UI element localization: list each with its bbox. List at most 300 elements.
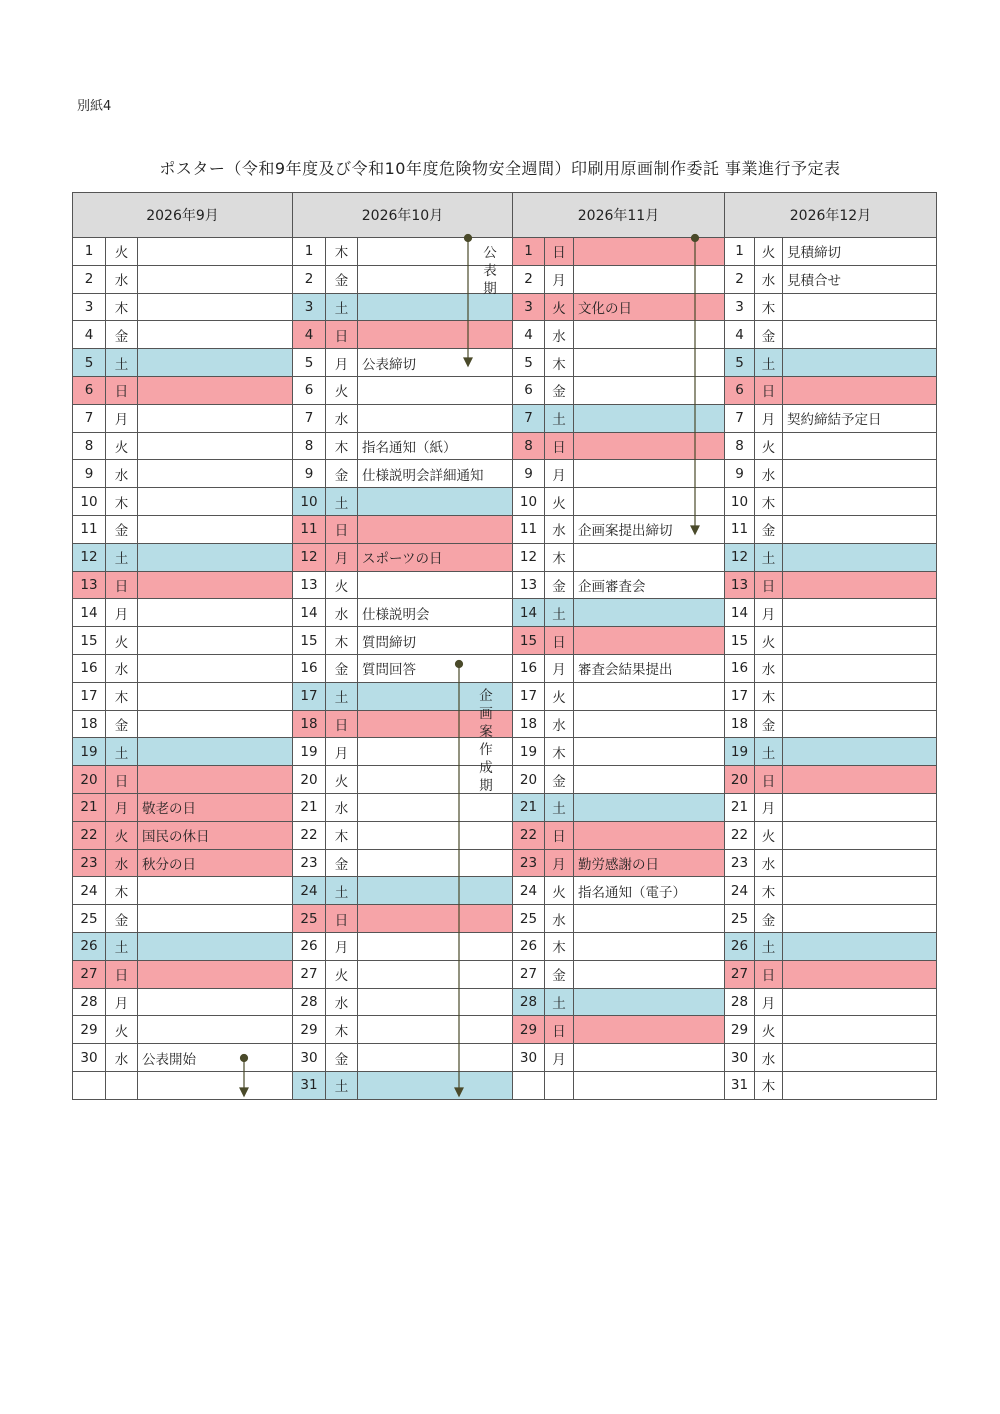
day-row (73, 404, 937, 432)
day-note-cell (783, 960, 937, 988)
day-number-cell: 3 (293, 293, 326, 321)
weekday-cell: 水 (106, 460, 138, 488)
weekday-cell: 水 (755, 460, 783, 488)
day-note-cell (358, 1044, 513, 1072)
day-number-cell: 24 (73, 877, 106, 905)
weekday-cell: 月 (545, 265, 574, 293)
day-row (73, 1071, 937, 1099)
weekday-cell: 木 (106, 877, 138, 905)
weekday-cell: 月 (545, 654, 574, 682)
day-number-cell: 6 (293, 376, 326, 404)
weekday-cell: 月 (545, 460, 574, 488)
day-number-cell: 2 (725, 265, 755, 293)
day-number-cell: 31 (293, 1071, 326, 1099)
day-note-cell (138, 238, 293, 266)
day-number-cell: 7 (73, 404, 106, 432)
day-number-cell: 19 (725, 738, 755, 766)
day-note-cell (138, 627, 293, 655)
day-row (73, 599, 937, 627)
day-note-cell (138, 543, 293, 571)
day-note-cell: 公表締切 (358, 349, 513, 377)
day-note-cell (138, 321, 293, 349)
day-number-cell: 30 (513, 1044, 545, 1072)
day-number-cell: 23 (293, 849, 326, 877)
weekday-cell: 水 (755, 265, 783, 293)
day-note-cell (783, 1044, 937, 1072)
day-number-cell: 25 (293, 905, 326, 933)
weekday-cell: 金 (326, 265, 358, 293)
day-row (73, 488, 937, 516)
day-number-cell: 26 (293, 932, 326, 960)
day-note-cell: 指名通知（電子） (574, 877, 725, 905)
weekday-cell (545, 1071, 574, 1099)
day-number-cell: 12 (725, 543, 755, 571)
day-number-cell: 7 (293, 404, 326, 432)
day-number-cell: 14 (293, 599, 326, 627)
day-note-cell (138, 960, 293, 988)
day-note-cell (783, 654, 937, 682)
weekday-cell: 金 (545, 571, 574, 599)
weekday-cell: 土 (545, 404, 574, 432)
day-row (73, 571, 937, 599)
day-note-cell (138, 654, 293, 682)
day-number-cell: 29 (73, 1016, 106, 1044)
weekday-cell (106, 1071, 138, 1099)
day-row (73, 877, 937, 905)
document-title: ポスター（令和9年度及び令和10年度危険物安全週間）印刷用原画制作委託 事業進行予定表 (159, 159, 841, 178)
weekday-cell: 土 (106, 543, 138, 571)
weekday-cell: 木 (326, 238, 358, 266)
day-number-cell: 12 (293, 543, 326, 571)
day-note-cell (783, 321, 937, 349)
day-note-cell (783, 1071, 937, 1099)
weekday-cell: 日 (106, 960, 138, 988)
day-number-cell: 7 (513, 404, 545, 432)
weekday-cell: 金 (755, 321, 783, 349)
weekday-cell: 木 (755, 682, 783, 710)
day-note-cell: 指名通知（紙） (358, 432, 513, 460)
day-number-cell: 23 (513, 849, 545, 877)
weekday-cell: 月 (106, 404, 138, 432)
day-row (73, 710, 937, 738)
day-row (73, 793, 937, 821)
weekday-cell: 水 (545, 710, 574, 738)
day-number-cell: 13 (293, 571, 326, 599)
weekday-cell: 月 (326, 738, 358, 766)
weekday-cell: 土 (755, 349, 783, 377)
weekday-cell: 月 (755, 793, 783, 821)
weekday-cell: 土 (326, 1071, 358, 1099)
day-note-cell (138, 710, 293, 738)
weekday-cell: 金 (326, 654, 358, 682)
day-note-cell (783, 905, 937, 933)
day-note-cell (783, 571, 937, 599)
weekday-cell: 木 (545, 738, 574, 766)
weekday-cell: 金 (755, 710, 783, 738)
weekday-cell: 火 (755, 821, 783, 849)
day-number-cell: 28 (725, 988, 755, 1016)
day-note-cell (783, 988, 937, 1016)
weekday-cell: 土 (545, 793, 574, 821)
weekday-cell: 金 (326, 460, 358, 488)
weekday-cell: 日 (545, 821, 574, 849)
day-number-cell: 25 (73, 905, 106, 933)
day-note-cell (574, 821, 725, 849)
day-note-cell (358, 404, 513, 432)
weekday-cell: 月 (545, 849, 574, 877)
day-note-cell (358, 793, 513, 821)
day-row (73, 265, 937, 293)
day-number-cell: 22 (73, 821, 106, 849)
day-note-cell (574, 321, 725, 349)
weekday-cell: 金 (755, 905, 783, 933)
day-number-cell: 5 (293, 349, 326, 377)
day-row (73, 376, 937, 404)
weekday-cell: 土 (755, 932, 783, 960)
day-number-cell: 20 (513, 766, 545, 794)
day-number-cell: 16 (73, 654, 106, 682)
day-number-cell: 30 (725, 1044, 755, 1072)
day-number-cell: 12 (73, 543, 106, 571)
weekday-cell: 火 (755, 432, 783, 460)
weekday-cell: 水 (326, 793, 358, 821)
day-number-cell: 1 (725, 238, 755, 266)
weekday-cell: 月 (755, 404, 783, 432)
day-note-cell (574, 793, 725, 821)
day-number-cell: 28 (73, 988, 106, 1016)
weekday-cell: 木 (326, 1016, 358, 1044)
day-note-cell (783, 849, 937, 877)
weekday-cell: 月 (545, 1044, 574, 1072)
day-note-cell (783, 515, 937, 543)
day-note-cell (358, 988, 513, 1016)
day-row (73, 515, 937, 543)
day-note-cell: 仕様説明会詳細通知 (358, 460, 513, 488)
weekday-cell: 水 (106, 849, 138, 877)
weekday-cell: 水 (545, 515, 574, 543)
weekday-cell: 日 (755, 571, 783, 599)
day-note-cell (138, 515, 293, 543)
weekday-cell: 日 (755, 376, 783, 404)
month-header: 2026年10月 (293, 193, 513, 238)
day-note-cell (138, 905, 293, 933)
day-number-cell: 15 (293, 627, 326, 655)
day-number-cell: 20 (725, 766, 755, 794)
day-note-cell (783, 1016, 937, 1044)
day-note-cell (138, 1071, 293, 1099)
day-note-cell (574, 1016, 725, 1044)
day-note-cell (138, 293, 293, 321)
weekday-cell: 日 (106, 766, 138, 794)
weekday-cell: 火 (545, 877, 574, 905)
day-row (73, 766, 937, 794)
weekday-cell: 水 (326, 404, 358, 432)
day-note-cell: 国民の休日 (138, 821, 293, 849)
day-note-cell (138, 460, 293, 488)
day-number-cell: 5 (725, 349, 755, 377)
weekday-cell: 水 (326, 988, 358, 1016)
weekday-cell: 金 (545, 376, 574, 404)
day-note-cell (783, 460, 937, 488)
day-note-cell (574, 710, 725, 738)
day-number-cell: 4 (513, 321, 545, 349)
day-note-cell (138, 404, 293, 432)
day-number-cell: 8 (73, 432, 106, 460)
day-number-cell: 26 (513, 932, 545, 960)
weekday-cell: 木 (755, 1071, 783, 1099)
day-number-cell: 23 (725, 849, 755, 877)
day-note-cell (783, 766, 937, 794)
weekday-cell: 木 (755, 877, 783, 905)
day-number-cell: 26 (73, 932, 106, 960)
day-note-cell (358, 1071, 513, 1099)
weekday-cell: 木 (106, 293, 138, 321)
weekday-cell: 土 (106, 738, 138, 766)
day-number-cell: 15 (725, 627, 755, 655)
weekday-cell: 水 (545, 321, 574, 349)
day-note-cell (574, 738, 725, 766)
day-number-cell: 12 (513, 543, 545, 571)
day-number-cell: 8 (513, 432, 545, 460)
weekday-cell: 月 (106, 988, 138, 1016)
day-note-cell (783, 293, 937, 321)
day-note-cell (783, 738, 937, 766)
day-row (73, 293, 937, 321)
weekday-cell: 木 (326, 821, 358, 849)
day-row (73, 682, 937, 710)
weekday-cell: 火 (545, 488, 574, 516)
day-row (73, 849, 937, 877)
day-number-cell: 28 (513, 988, 545, 1016)
day-number-cell: 17 (73, 682, 106, 710)
day-note-cell: 敬老の日 (138, 793, 293, 821)
day-number-cell: 4 (73, 321, 106, 349)
day-note-cell (574, 988, 725, 1016)
day-note-cell (138, 988, 293, 1016)
weekday-cell: 月 (326, 543, 358, 571)
day-number-cell: 10 (513, 488, 545, 516)
day-note-cell: 契約締結予定日 (783, 404, 937, 432)
day-note-cell: 質問締切 (358, 627, 513, 655)
weekday-cell: 金 (545, 960, 574, 988)
day-row (73, 1044, 937, 1072)
day-number-cell: 31 (725, 1071, 755, 1099)
day-number-cell: 17 (513, 682, 545, 710)
day-number-cell: 9 (73, 460, 106, 488)
day-note-cell: 企画案提出締切 (574, 515, 725, 543)
day-number-cell: 6 (725, 376, 755, 404)
weekday-cell: 木 (326, 432, 358, 460)
day-number-cell: 1 (293, 238, 326, 266)
day-number-cell: 14 (513, 599, 545, 627)
annex-label: 別紙4 (77, 99, 112, 114)
weekday-cell: 木 (106, 682, 138, 710)
publication-period-label: 公 表 期 (483, 245, 497, 297)
schedule-table-container (72, 192, 936, 1100)
weekday-cell: 日 (755, 960, 783, 988)
weekday-cell: 日 (545, 1016, 574, 1044)
weekday-cell: 火 (106, 627, 138, 655)
day-number-cell: 18 (513, 710, 545, 738)
day-note-cell (138, 599, 293, 627)
day-note-cell (138, 877, 293, 905)
day-number-cell: 21 (725, 793, 755, 821)
day-number-cell: 22 (293, 821, 326, 849)
day-note-cell (574, 960, 725, 988)
weekday-cell: 水 (755, 1044, 783, 1072)
day-row (73, 905, 937, 933)
day-note-cell (138, 376, 293, 404)
day-number-cell: 18 (725, 710, 755, 738)
day-row (73, 821, 937, 849)
day-number-cell: 15 (73, 627, 106, 655)
day-number-cell: 9 (513, 460, 545, 488)
day-number-cell: 2 (513, 265, 545, 293)
day-row (73, 349, 937, 377)
weekday-cell: 日 (326, 515, 358, 543)
weekday-cell: 金 (755, 515, 783, 543)
weekday-cell: 金 (106, 905, 138, 933)
day-number-cell: 15 (513, 627, 545, 655)
day-note-cell (358, 877, 513, 905)
day-number-cell: 11 (725, 515, 755, 543)
day-number-cell: 16 (293, 654, 326, 682)
weekday-cell: 土 (545, 988, 574, 1016)
day-number-cell: 11 (73, 515, 106, 543)
day-note-cell (574, 766, 725, 794)
day-note-cell (783, 821, 937, 849)
day-note-cell (783, 682, 937, 710)
day-number-cell: 25 (513, 905, 545, 933)
day-number-cell: 22 (725, 821, 755, 849)
weekday-cell: 土 (326, 877, 358, 905)
weekday-cell: 木 (106, 488, 138, 516)
day-note-cell (358, 515, 513, 543)
day-note-cell (574, 932, 725, 960)
day-note-cell (783, 432, 937, 460)
weekday-cell: 日 (545, 432, 574, 460)
day-number-cell: 6 (73, 376, 106, 404)
day-number-cell: 17 (293, 682, 326, 710)
day-note-cell (574, 460, 725, 488)
day-number-cell: 16 (725, 654, 755, 682)
weekday-cell: 金 (106, 321, 138, 349)
day-note-cell (574, 238, 725, 266)
day-note-cell (783, 877, 937, 905)
day-note-cell (783, 793, 937, 821)
day-number-cell: 14 (73, 599, 106, 627)
weekday-cell: 金 (326, 1044, 358, 1072)
weekday-cell: 土 (106, 932, 138, 960)
day-number-cell: 16 (513, 654, 545, 682)
day-number-cell: 7 (725, 404, 755, 432)
day-note-cell: 仕様説明会 (358, 599, 513, 627)
day-note-cell (574, 905, 725, 933)
day-number-cell: 29 (725, 1016, 755, 1044)
day-note-cell (138, 738, 293, 766)
day-note-cell (138, 1016, 293, 1044)
day-note-cell (574, 543, 725, 571)
day-note-cell (138, 932, 293, 960)
day-number-cell: 10 (725, 488, 755, 516)
weekday-cell: 火 (545, 293, 574, 321)
day-number-cell: 6 (513, 376, 545, 404)
day-note-cell (138, 571, 293, 599)
day-note-cell (358, 488, 513, 516)
day-note-cell (574, 376, 725, 404)
day-note-cell (574, 682, 725, 710)
day-note-cell: 審査会結果提出 (574, 654, 725, 682)
day-number-cell: 27 (73, 960, 106, 988)
weekday-cell: 水 (106, 265, 138, 293)
weekday-cell: 日 (106, 571, 138, 599)
day-number-cell: 8 (725, 432, 755, 460)
day-number-cell: 22 (513, 821, 545, 849)
weekday-cell: 土 (755, 738, 783, 766)
day-note-cell (574, 627, 725, 655)
day-row (73, 321, 937, 349)
day-note-cell: 秋分の日 (138, 849, 293, 877)
day-number-cell: 19 (73, 738, 106, 766)
weekday-cell: 水 (755, 654, 783, 682)
day-note-cell: 勤労感謝の日 (574, 849, 725, 877)
weekday-cell: 木 (755, 488, 783, 516)
weekday-cell: 火 (106, 821, 138, 849)
day-note-cell: 文化の日 (574, 293, 725, 321)
weekday-cell: 水 (545, 905, 574, 933)
day-note-cell (783, 376, 937, 404)
day-number-cell: 13 (73, 571, 106, 599)
weekday-cell: 水 (106, 1044, 138, 1072)
day-number-cell: 27 (513, 960, 545, 988)
day-note-cell (358, 960, 513, 988)
weekday-cell: 日 (326, 321, 358, 349)
day-number-cell: 13 (513, 571, 545, 599)
day-note-cell (574, 1044, 725, 1072)
day-number-cell: 1 (73, 238, 106, 266)
day-note-cell (783, 710, 937, 738)
day-note-cell: スポーツの日 (358, 543, 513, 571)
day-note-cell (138, 432, 293, 460)
day-row (73, 932, 937, 960)
day-number-cell: 27 (725, 960, 755, 988)
weekday-cell: 月 (326, 932, 358, 960)
weekday-cell: 月 (755, 988, 783, 1016)
day-number-cell: 2 (293, 265, 326, 293)
day-note-cell (783, 627, 937, 655)
weekday-cell: 火 (326, 571, 358, 599)
weekday-cell: 木 (545, 349, 574, 377)
day-note-cell (358, 321, 513, 349)
day-note-cell: 見積締切 (783, 238, 937, 266)
day-number-cell: 14 (725, 599, 755, 627)
weekday-cell: 金 (545, 766, 574, 794)
day-number-cell: 10 (293, 488, 326, 516)
day-note-cell (358, 1016, 513, 1044)
day-note-cell (358, 849, 513, 877)
weekday-cell: 火 (326, 376, 358, 404)
day-row (73, 460, 937, 488)
month-header: 2026年12月 (725, 193, 937, 238)
day-row (73, 738, 937, 766)
day-row (73, 960, 937, 988)
day-note-cell (138, 488, 293, 516)
weekday-cell: 木 (545, 932, 574, 960)
day-number-cell: 29 (293, 1016, 326, 1044)
day-number-cell: 28 (293, 988, 326, 1016)
weekday-cell: 月 (106, 793, 138, 821)
weekday-cell: 金 (106, 515, 138, 543)
